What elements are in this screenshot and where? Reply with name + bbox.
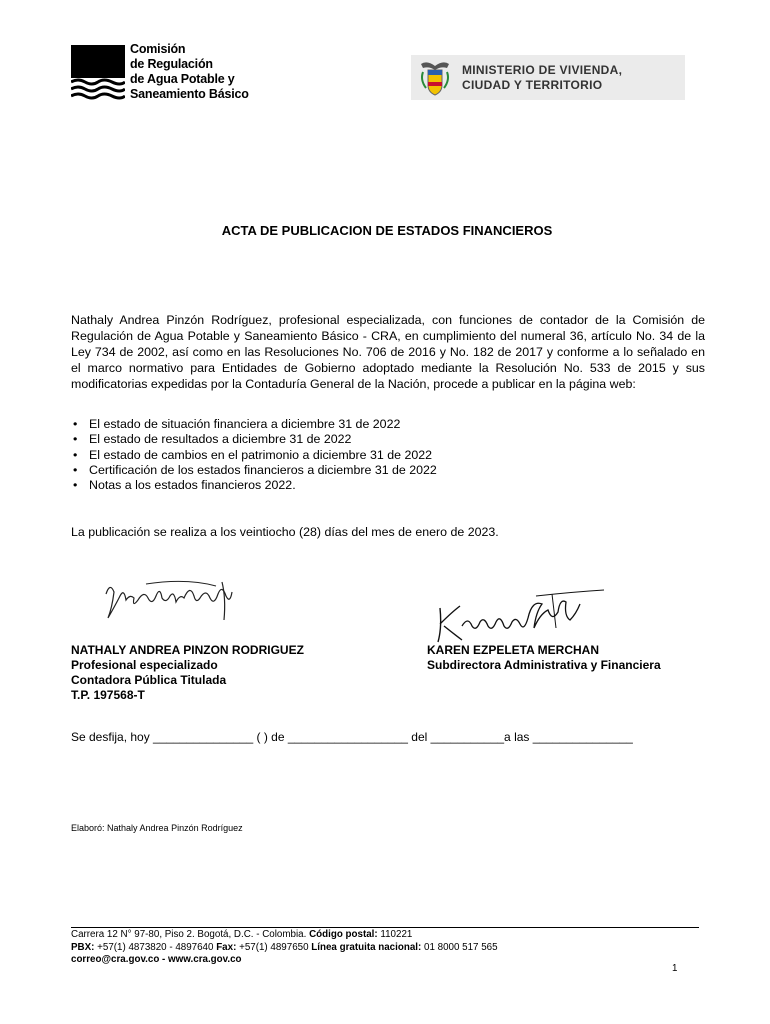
bullet-icon: • (73, 478, 78, 493)
footer-web-links[interactable]: correo@cra.gov.co - www.cra.gov.co (71, 954, 242, 966)
footer-line-value: 01 8000 517 565 (424, 941, 498, 953)
list-item (71, 417, 671, 432)
bullet-icon: • (73, 432, 78, 447)
ministry-logo-text (462, 63, 622, 93)
signer-name: KAREN EZPELETA MERCHAN (427, 643, 600, 657)
cra-name-line: Comisión (130, 42, 186, 56)
list-item (71, 463, 671, 478)
list-item (71, 448, 671, 463)
footer-phone-line (71, 942, 498, 955)
footer-postal-value: 110221 (380, 929, 413, 940)
bullet-icon: • (73, 462, 78, 477)
bullet-icon: • (73, 447, 78, 462)
signer-role: Profesional especializado (71, 658, 218, 672)
footer-divider (71, 927, 699, 928)
signer-license: T.P. 197568-T (71, 688, 145, 702)
desfija-line: Se desfija, hoy _______________ ( ) de __________________ del ___________a las _______________ (71, 730, 633, 744)
publication-date-text: La publicación se realiza a los veintiocho (28) días del mes de enero de 2023. (71, 525, 499, 539)
list-item (71, 432, 671, 447)
signer-role: Contadora Pública Titulada (71, 673, 227, 687)
footer-pbx-label: PBX: (71, 941, 95, 953)
signer-role: Subdirectora Administrativa y Financiera (427, 658, 661, 672)
signer-name: NATHALY ANDREA PINZON RODRIGUEZ (71, 643, 304, 657)
signature-karen (432, 588, 607, 646)
list-item-text: El estado de cambios en el patrimonio a diciembre 31 de 2022 (89, 447, 433, 462)
footer-contact-line (71, 954, 498, 967)
cra-name-line: de Regulación (130, 57, 213, 71)
prepared-by-note: Elaboró: Nathaly Andrea Pinzón Rodríguez (71, 823, 243, 833)
list-item-text: Certificación de los estados financieros a diciembre 31 de 2022 (89, 462, 437, 477)
footer-address: Carrera 12 N° 97-80, Piso 2. Bogotá, D.C. - Colombia. (71, 929, 307, 940)
list-item-text: El estado de situación financiera a diciembre 31 de 2022 (89, 417, 401, 431)
ministry-name-line: MINISTERIO DE VIVIENDA, (462, 63, 623, 77)
cra-name-line: Saneamiento Básico (130, 87, 249, 101)
signer-block-karen (427, 643, 661, 673)
footer-postal-label: Código postal: (309, 929, 378, 940)
statements-list (71, 417, 671, 493)
intro-paragraph: Nathaly Andrea Pinzón Rodríguez, profesional especializada, con funciones de contador de la Comisión de Regulación de Agua Potable y Saneamiento Básico - CRA, en cumplimiento del numeral 36, artículo No. 34 de la Ley 734 de 2002, así como en las Resoluciones No. 706 de 2016 y No. 182 de 2017 y conforme a lo señalado en el marco normativo para Entidades de Gobierno adoptado mediante la Resolución No. 533 de 2015 y sus modificatorias expedidas por la Contaduría General de la Nación, procede a publicar en la página web: (71, 313, 705, 391)
cra-logo-text (130, 42, 249, 102)
page-number: 1 (672, 963, 678, 974)
list-item (71, 478, 671, 493)
list-item-text: El estado de resultados a diciembre 31 de 2022 (89, 432, 352, 447)
bullet-icon: • (73, 417, 78, 431)
cra-name-line: de Agua Potable y (130, 72, 235, 86)
footer-pbx-value: +57(1) 4873820 - 4897640 (97, 941, 214, 953)
signature-nathaly (96, 574, 244, 626)
list-item-text: Notas a los estados financieros 2022. (89, 478, 296, 493)
document-title: ACTA DE PUBLICACION DE ESTADOS FINANCIEROS (221, 223, 553, 238)
signer-block-nathaly (71, 643, 304, 703)
footer-fax-label: Fax: (216, 941, 237, 953)
footer-fax-value: +57(1) 4897650 (239, 941, 309, 953)
footer-contact (71, 929, 498, 967)
footer-line-label: Línea gratuita nacional: (311, 941, 422, 953)
footer-address-line (71, 929, 498, 942)
colombia-coat-of-arms-icon (417, 58, 453, 98)
ministry-name-line: CIUDAD Y TERRITORIO (462, 78, 603, 92)
waves-logo-icon (71, 45, 125, 103)
